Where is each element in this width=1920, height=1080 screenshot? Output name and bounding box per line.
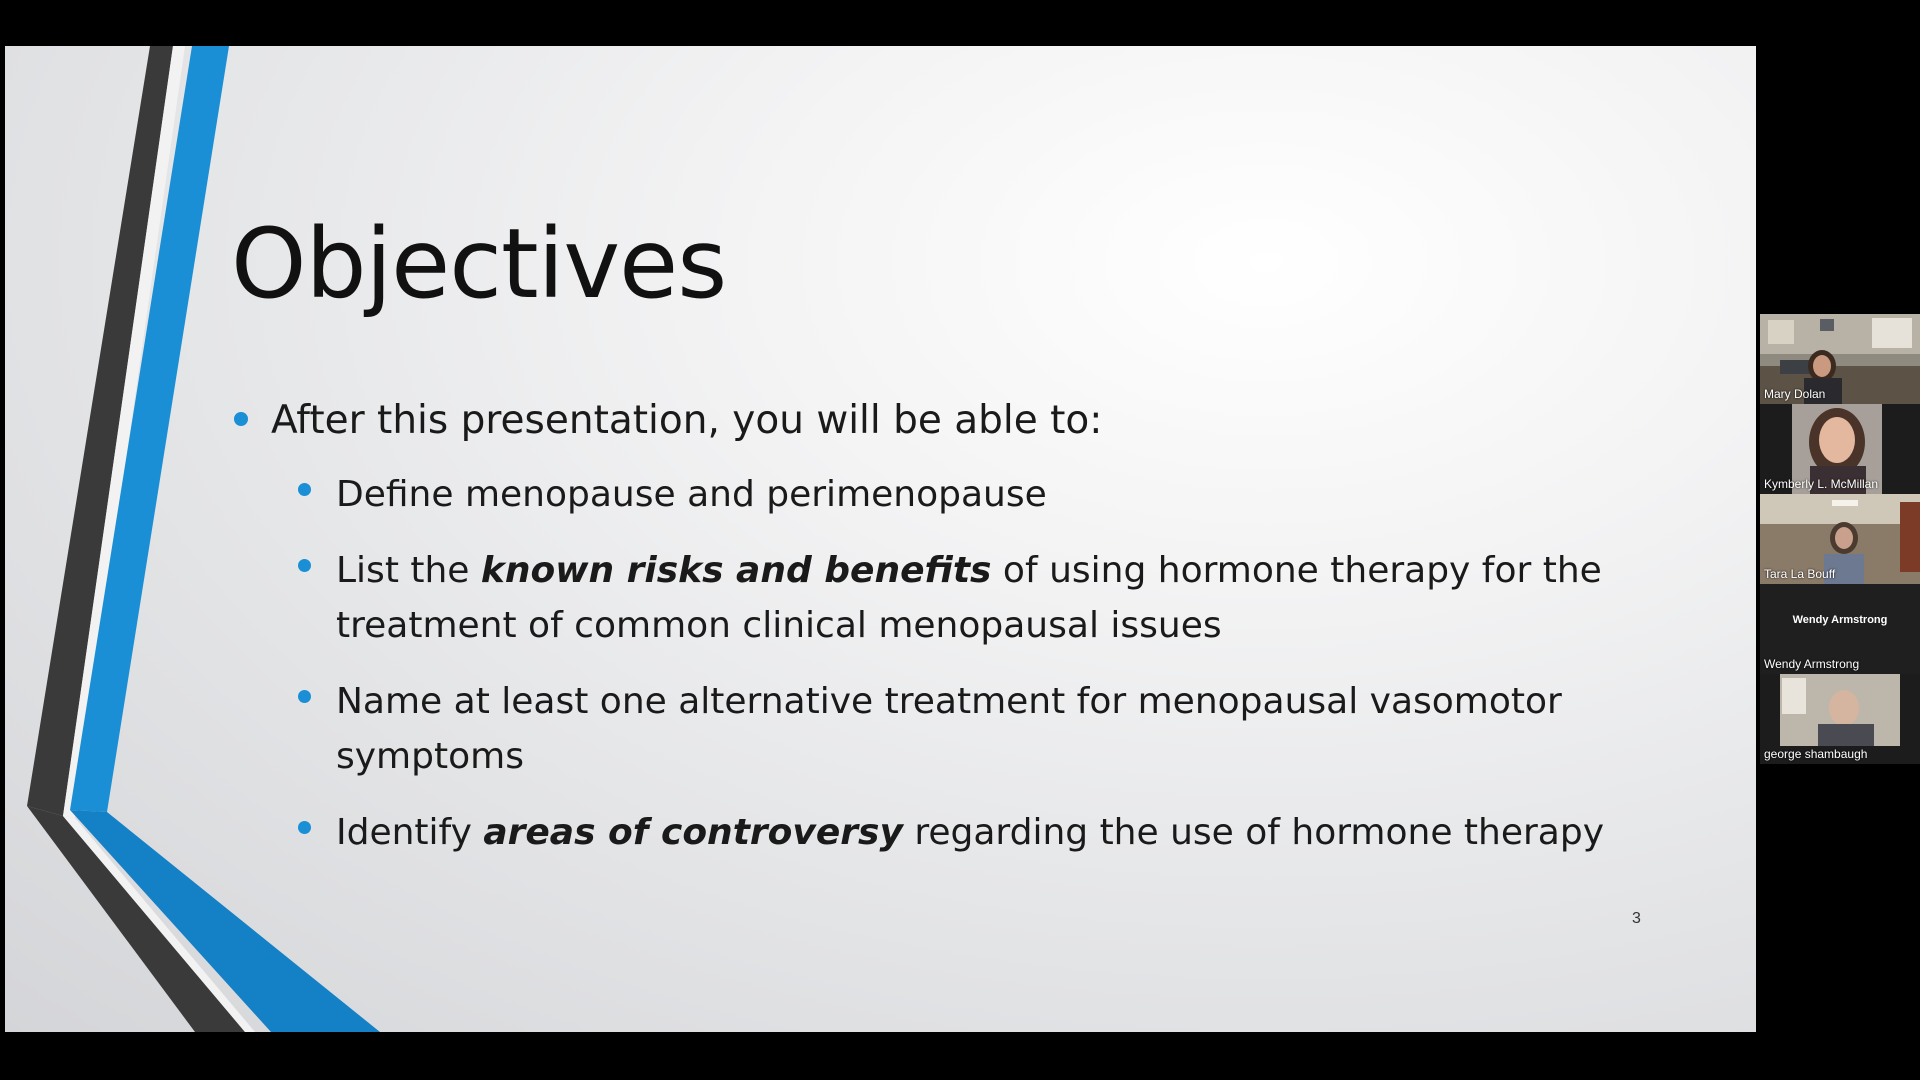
participant-name: Tara La Bouff (1764, 567, 1836, 581)
objective-emphasis: areas of controversy (483, 811, 903, 853)
objective-text-post: of using hormone therapy for the treatment of common clinical menopausal issues (336, 549, 1602, 646)
slide-page-number: 3 (1632, 910, 1641, 927)
objective-emphasis: known risks and benefits (480, 549, 992, 591)
objective-item (271, 543, 1671, 653)
objective-text-pre: Identify (336, 811, 484, 853)
participant-name: george shambaugh (1764, 747, 1868, 761)
shared-slide (5, 46, 1756, 1032)
objective-item (271, 674, 1671, 784)
participant-tile[interactable] (1760, 404, 1920, 494)
objective-item (271, 467, 1671, 522)
participant-tile[interactable] (1760, 494, 1920, 584)
intro-text: After this presentation, you will be able to: (271, 398, 1103, 443)
participant-video-strip (1760, 314, 1920, 764)
bullet-dot (298, 821, 311, 834)
objective-text: Define menopause and perimenopause (336, 473, 1047, 515)
participant-name: Kymberly L. McMillan (1764, 477, 1879, 491)
objective-text-pre: List the (336, 549, 481, 591)
slide-title: Objectives (231, 208, 727, 320)
bullet-dot (298, 559, 311, 572)
intro-bullet (231, 398, 1671, 860)
objective-sublist (271, 467, 1671, 860)
bullet-dot (234, 412, 248, 426)
bullet-dot (298, 690, 311, 703)
participant-display-name: Wendy Armstrong (1792, 614, 1888, 626)
participant-tile[interactable] (1760, 314, 1920, 404)
participant-name: Wendy Armstrong (1764, 657, 1860, 671)
bullet-dot (298, 483, 311, 496)
objective-text-post: regarding the use of hormone therapy (902, 811, 1605, 853)
participant-name: Mary Dolan (1764, 387, 1826, 401)
objective-text: Name at least one alternative treatment for menopausal vasomotor symptoms (336, 680, 1562, 777)
objectives-list (231, 398, 1671, 881)
participant-tile[interactable] (1760, 674, 1920, 764)
participant-tile[interactable] (1760, 584, 1920, 674)
objective-item (271, 805, 1671, 860)
